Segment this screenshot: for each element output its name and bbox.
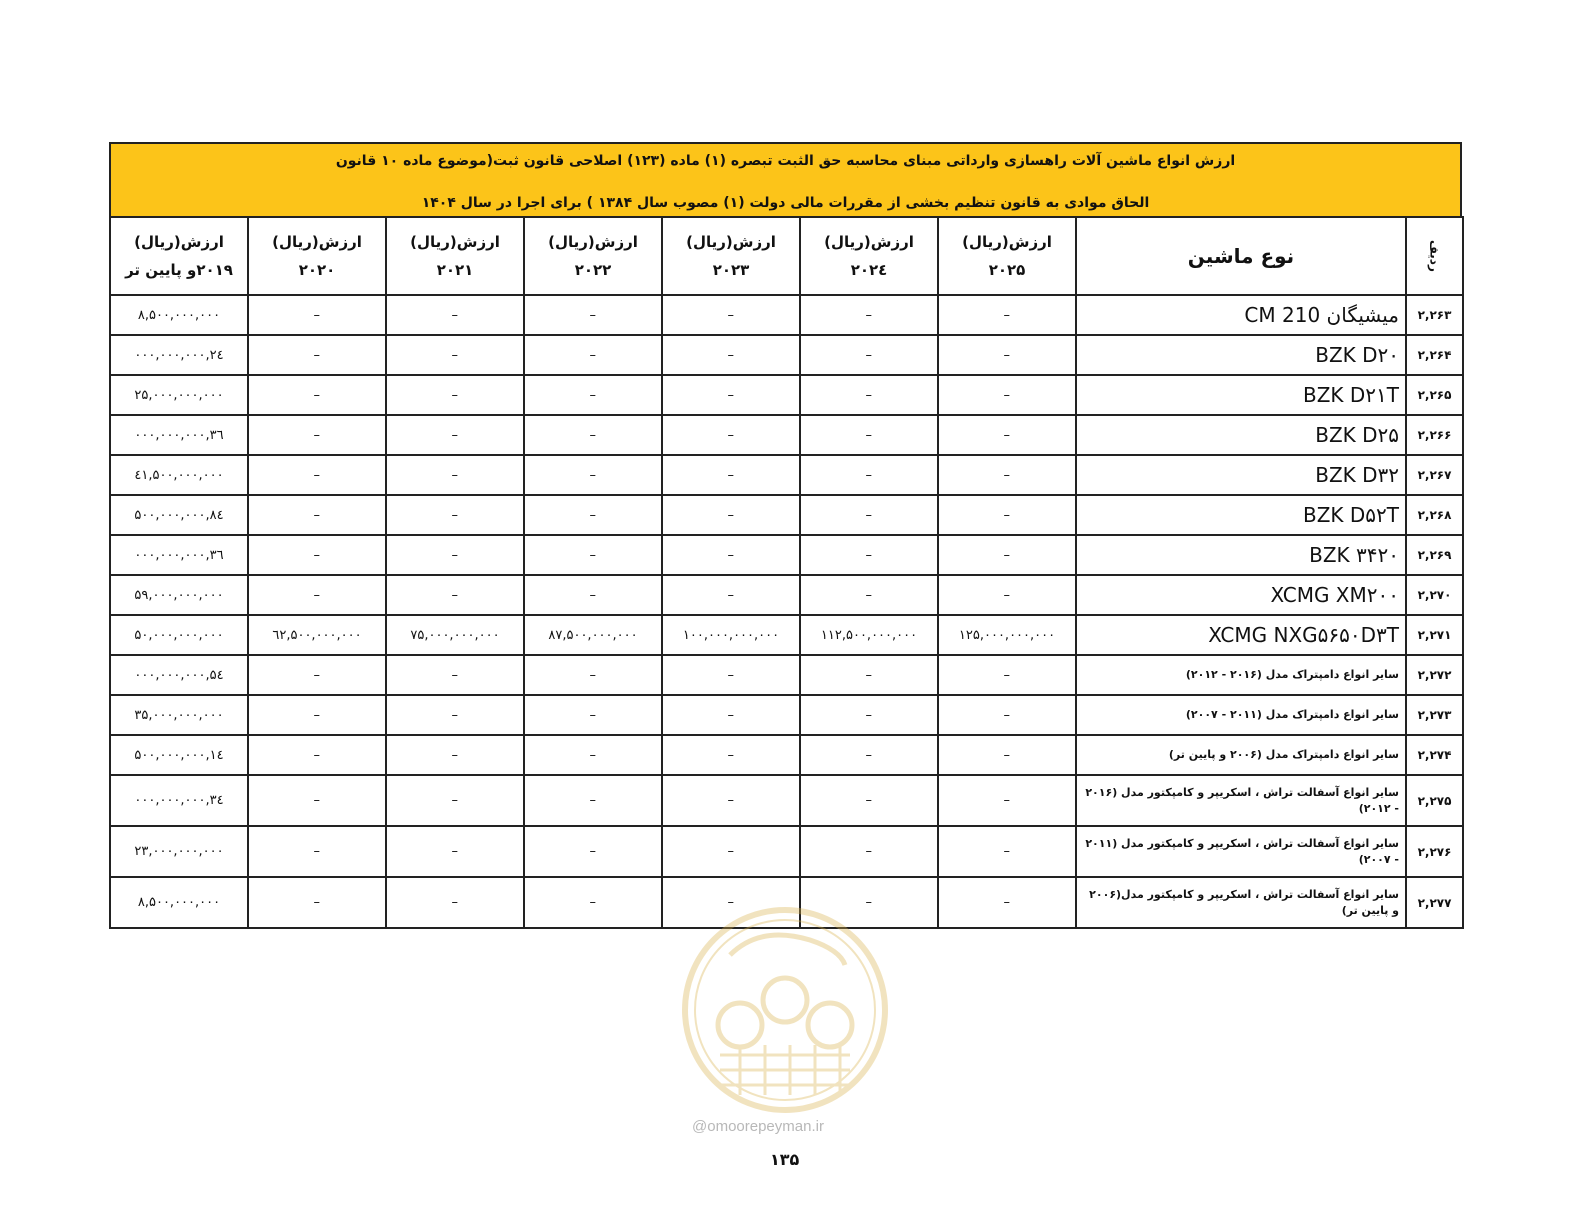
value-cell: – bbox=[938, 455, 1076, 495]
value-cell: – bbox=[386, 455, 524, 495]
value-cell: – bbox=[248, 655, 386, 695]
value-cell: ۵٤,۰۰۰,۰۰۰,۰۰۰ bbox=[110, 655, 248, 695]
year-header bbox=[248, 217, 386, 295]
value-cell: – bbox=[800, 335, 938, 375]
value-cell: – bbox=[662, 877, 800, 928]
value-cell: – bbox=[524, 415, 662, 455]
machine-type-cell: XCMG XM۲۰۰ bbox=[1076, 575, 1406, 615]
value-cell: – bbox=[662, 415, 800, 455]
table-row bbox=[110, 826, 1463, 877]
value-cell: ۵۰,۰۰۰,۰۰۰,۰۰۰ bbox=[110, 615, 248, 655]
value-cell: – bbox=[248, 775, 386, 826]
value-label: ارزش(ریال) bbox=[686, 233, 776, 251]
title-line-1: ارزش انواع ماشین آلات راهسازی وارداتی مبنای محاسبه حق الثبت تبصره (۱) ماده (۱۲۳) اصلاحی قانون ثبت(موضوع ماده ۱۰ قانون bbox=[335, 153, 1236, 169]
row-number-header: ردیف bbox=[1406, 217, 1463, 295]
year-label: ۲۰۲۵ bbox=[988, 261, 1026, 279]
value-cell: – bbox=[248, 877, 386, 928]
value-cell: – bbox=[800, 877, 938, 928]
value-cell: – bbox=[662, 495, 800, 535]
value-cell: – bbox=[800, 655, 938, 695]
value-cell: – bbox=[938, 535, 1076, 575]
row-number-cell: ۲,۲۶۹ bbox=[1406, 535, 1463, 575]
machine-type-cell: سایر انواع دامپتراک مدل (۲۰۱۱ - ۲۰۰۷) bbox=[1076, 695, 1406, 735]
value-cell: – bbox=[524, 826, 662, 877]
year-header bbox=[110, 217, 248, 295]
machine-type-cell: BZK D۵۲T bbox=[1076, 495, 1406, 535]
row-number-cell: ۲,۲۷۰ bbox=[1406, 575, 1463, 615]
year-label: ۲۰۲۲ bbox=[574, 261, 612, 279]
value-cell: ۱۰۰,۰۰۰,۰۰۰,۰۰۰ bbox=[662, 615, 800, 655]
value-cell: – bbox=[800, 415, 938, 455]
value-cell: – bbox=[248, 415, 386, 455]
table-row bbox=[110, 735, 1463, 775]
machine-type-cell: BZK D۲۵ bbox=[1076, 415, 1406, 455]
value-cell: – bbox=[524, 735, 662, 775]
row-number-cell: ۲,۲۷۴ bbox=[1406, 735, 1463, 775]
value-label: ارزش(ریال) bbox=[824, 233, 914, 251]
machine-type-cell: BZK D۲۱T bbox=[1076, 375, 1406, 415]
value-cell: – bbox=[524, 335, 662, 375]
table-row bbox=[110, 295, 1463, 335]
value-cell: – bbox=[386, 495, 524, 535]
year-header bbox=[662, 217, 800, 295]
machine-type-cell: XCMG NXG۵۶۵۰D۳T bbox=[1076, 615, 1406, 655]
table-title bbox=[109, 142, 1462, 216]
value-cell: – bbox=[386, 295, 524, 335]
value-cell: – bbox=[800, 535, 938, 575]
value-cell: – bbox=[524, 535, 662, 575]
value-cell: – bbox=[662, 575, 800, 615]
value-cell: – bbox=[938, 695, 1076, 735]
value-label: ارزش(ریال) bbox=[962, 233, 1052, 251]
value-cell: – bbox=[248, 495, 386, 535]
value-cell: – bbox=[386, 375, 524, 415]
value-cell: – bbox=[248, 695, 386, 735]
value-cell: ۱۲۵,۰۰۰,۰۰۰,۰۰۰ bbox=[938, 615, 1076, 655]
value-cell: – bbox=[386, 735, 524, 775]
value-cell: – bbox=[386, 575, 524, 615]
value-cell: – bbox=[800, 695, 938, 735]
year-header bbox=[386, 217, 524, 295]
row-number-cell: ۲,۲۶۸ bbox=[1406, 495, 1463, 535]
value-cell: ۲٤,۰۰۰,۰۰۰,۰۰۰ bbox=[110, 335, 248, 375]
value-cell: – bbox=[386, 695, 524, 735]
year-label: ۲۰۱۹و پایین تر bbox=[125, 261, 233, 279]
table-row bbox=[110, 695, 1463, 735]
value-cell: – bbox=[800, 375, 938, 415]
price-table bbox=[109, 216, 1464, 929]
machine-type-cell: BZK ۳۴۲۰ bbox=[1076, 535, 1406, 575]
value-label: ارزش(ریال) bbox=[548, 233, 638, 251]
row-number-cell: ۲,۲۷۱ bbox=[1406, 615, 1463, 655]
value-cell: – bbox=[938, 575, 1076, 615]
value-cell: ۱٤,۵۰۰,۰۰۰,۰۰۰ bbox=[110, 735, 248, 775]
table-body bbox=[110, 295, 1463, 928]
year-header bbox=[524, 217, 662, 295]
row-number-cell: ۲,۲۶۷ bbox=[1406, 455, 1463, 495]
table-row bbox=[110, 775, 1463, 826]
value-cell: ٤۱,۵۰۰,۰۰۰,۰۰۰ bbox=[110, 455, 248, 495]
value-cell: – bbox=[248, 295, 386, 335]
machine-type-cell: میشیگان 210 CM bbox=[1076, 295, 1406, 335]
machine-type-cell: BZK D۲۰ bbox=[1076, 335, 1406, 375]
value-cell: ۳٦,۰۰۰,۰۰۰,۰۰۰ bbox=[110, 535, 248, 575]
value-cell: – bbox=[662, 775, 800, 826]
value-cell: – bbox=[248, 826, 386, 877]
value-cell: – bbox=[524, 695, 662, 735]
value-cell: – bbox=[386, 415, 524, 455]
year-header bbox=[800, 217, 938, 295]
value-cell: ۳۵,۰۰۰,۰۰۰,۰۰۰ bbox=[110, 695, 248, 735]
row-number-cell: ۲,۲۷۵ bbox=[1406, 775, 1463, 826]
value-cell: ۵۹,۰۰۰,۰۰۰,۰۰۰ bbox=[110, 575, 248, 615]
value-cell: – bbox=[524, 375, 662, 415]
value-cell: – bbox=[248, 375, 386, 415]
value-cell: – bbox=[938, 775, 1076, 826]
value-cell: – bbox=[662, 655, 800, 695]
website-watermark: @omoorepeyman.ir bbox=[692, 1118, 824, 1135]
value-cell: – bbox=[386, 335, 524, 375]
watermark-seal-icon bbox=[680, 905, 890, 1115]
value-cell: – bbox=[800, 455, 938, 495]
value-cell: – bbox=[524, 655, 662, 695]
table-row bbox=[110, 615, 1463, 655]
value-cell: – bbox=[800, 495, 938, 535]
value-cell: – bbox=[800, 575, 938, 615]
year-label: ۲۰۲۰ bbox=[298, 261, 336, 279]
row-number-cell: ۲,۲۷۲ bbox=[1406, 655, 1463, 695]
year-label: ۲۰۲۳ bbox=[712, 261, 750, 279]
value-cell: – bbox=[938, 495, 1076, 535]
value-cell: – bbox=[800, 775, 938, 826]
row-number-cell: ۲,۲۶۶ bbox=[1406, 415, 1463, 455]
value-cell: – bbox=[386, 826, 524, 877]
value-cell: – bbox=[524, 877, 662, 928]
value-cell: ٦۲,۵۰۰,۰۰۰,۰۰۰ bbox=[248, 615, 386, 655]
value-cell: – bbox=[938, 375, 1076, 415]
value-cell: – bbox=[662, 535, 800, 575]
value-cell: – bbox=[938, 295, 1076, 335]
value-cell: ۸,۵۰۰,۰۰۰,۰۰۰ bbox=[110, 877, 248, 928]
machine-type-cell: سایر انواع دامپتراک مدل (۲۰۱۶ - ۲۰۱۲) bbox=[1076, 655, 1406, 695]
price-table-container bbox=[109, 142, 1462, 929]
value-cell: – bbox=[386, 775, 524, 826]
title-line-2: الحاق موادی به قانون تنظیم بخشی از مقررات مالی دولت (۱) مصوب سال ۱۳۸۴ ) برای اجرا در سال ۱۴۰۴ bbox=[421, 195, 1150, 211]
row-number-cell: ۲,۲۷۳ bbox=[1406, 695, 1463, 735]
value-cell: – bbox=[938, 826, 1076, 877]
table-row bbox=[110, 495, 1463, 535]
value-cell: – bbox=[938, 735, 1076, 775]
value-label: ارزش(ریال) bbox=[410, 233, 500, 251]
header-row bbox=[110, 217, 1463, 295]
row-number-cell: ۲,۲۷۷ bbox=[1406, 877, 1463, 928]
value-cell: – bbox=[662, 335, 800, 375]
table-row bbox=[110, 655, 1463, 695]
value-cell: ۷۵,۰۰۰,۰۰۰,۰۰۰ bbox=[386, 615, 524, 655]
value-cell: – bbox=[662, 826, 800, 877]
value-cell: – bbox=[524, 575, 662, 615]
machine-type-cell: سایر انواع آسفالت تراش ، اسکریپر و کامپکتور مدل(۲۰۰۶ و پایین تر) bbox=[1076, 877, 1406, 928]
value-cell: – bbox=[386, 535, 524, 575]
value-cell: – bbox=[938, 655, 1076, 695]
value-cell: ۸۷,۵۰۰,۰۰۰,۰۰۰ bbox=[524, 615, 662, 655]
year-label: ۲۰۲۱ bbox=[436, 261, 474, 279]
table-row bbox=[110, 455, 1463, 495]
row-number-cell: ۲,۲۶۴ bbox=[1406, 335, 1463, 375]
table-row bbox=[110, 877, 1463, 928]
value-label: ارزش(ریال) bbox=[134, 233, 224, 251]
row-number-cell: ۲,۲۷۶ bbox=[1406, 826, 1463, 877]
value-cell: – bbox=[524, 775, 662, 826]
value-label: ارزش(ریال) bbox=[272, 233, 362, 251]
value-cell: – bbox=[662, 695, 800, 735]
value-cell: – bbox=[524, 455, 662, 495]
value-cell: – bbox=[662, 735, 800, 775]
table-row bbox=[110, 415, 1463, 455]
value-cell: – bbox=[248, 535, 386, 575]
year-label: ۲۰۲٤ bbox=[850, 261, 888, 279]
machine-type-cell: BZK D۳۲ bbox=[1076, 455, 1406, 495]
machine-type-cell: سایر انواع دامپتراک مدل (۲۰۰۶ و پایین تر) bbox=[1076, 735, 1406, 775]
value-cell: – bbox=[524, 295, 662, 335]
value-cell: – bbox=[938, 335, 1076, 375]
value-cell: – bbox=[386, 877, 524, 928]
table-row bbox=[110, 575, 1463, 615]
value-cell: ۱۱۲,۵۰۰,۰۰۰,۰۰۰ bbox=[800, 615, 938, 655]
value-cell: – bbox=[524, 495, 662, 535]
value-cell: – bbox=[662, 375, 800, 415]
machine-type-cell: سایر انواع آسفالت تراش ، اسکریپر و کامپکتور مدل (۲۰۱۱ - ۲۰۰۷) bbox=[1076, 826, 1406, 877]
value-cell: – bbox=[248, 335, 386, 375]
value-cell: – bbox=[386, 655, 524, 695]
table-row bbox=[110, 535, 1463, 575]
value-cell: ۲۳,۰۰۰,۰۰۰,۰۰۰ bbox=[110, 826, 248, 877]
value-cell: – bbox=[800, 735, 938, 775]
value-cell: – bbox=[248, 575, 386, 615]
value-cell: – bbox=[800, 295, 938, 335]
machine-type-header: نوع ماشین bbox=[1076, 217, 1406, 295]
year-header bbox=[938, 217, 1076, 295]
value-cell: – bbox=[662, 295, 800, 335]
value-cell: – bbox=[938, 415, 1076, 455]
value-cell: – bbox=[938, 877, 1076, 928]
value-cell: ۸,۵۰۰,۰۰۰,۰۰۰ bbox=[110, 295, 248, 335]
value-cell: ۳٦,۰۰۰,۰۰۰,۰۰۰ bbox=[110, 415, 248, 455]
value-cell: – bbox=[248, 735, 386, 775]
value-cell: ۳٤,۰۰۰,۰۰۰,۰۰۰ bbox=[110, 775, 248, 826]
table-row bbox=[110, 375, 1463, 415]
page-number: ۱۳۵ bbox=[770, 1150, 800, 1169]
value-cell: – bbox=[662, 455, 800, 495]
machine-type-cell: سایر انواع آسفالت تراش ، اسکریپر و کامپکتور مدل (۲۰۱۶ - ۲۰۱۲) bbox=[1076, 775, 1406, 826]
value-cell: ۸٤,۵۰۰,۰۰۰,۰۰۰ bbox=[110, 495, 248, 535]
value-cell: – bbox=[800, 826, 938, 877]
value-cell: ۲۵,۰۰۰,۰۰۰,۰۰۰ bbox=[110, 375, 248, 415]
value-cell: – bbox=[248, 455, 386, 495]
row-number-cell: ۲,۲۶۳ bbox=[1406, 295, 1463, 335]
table-row bbox=[110, 335, 1463, 375]
row-number-cell: ۲,۲۶۵ bbox=[1406, 375, 1463, 415]
